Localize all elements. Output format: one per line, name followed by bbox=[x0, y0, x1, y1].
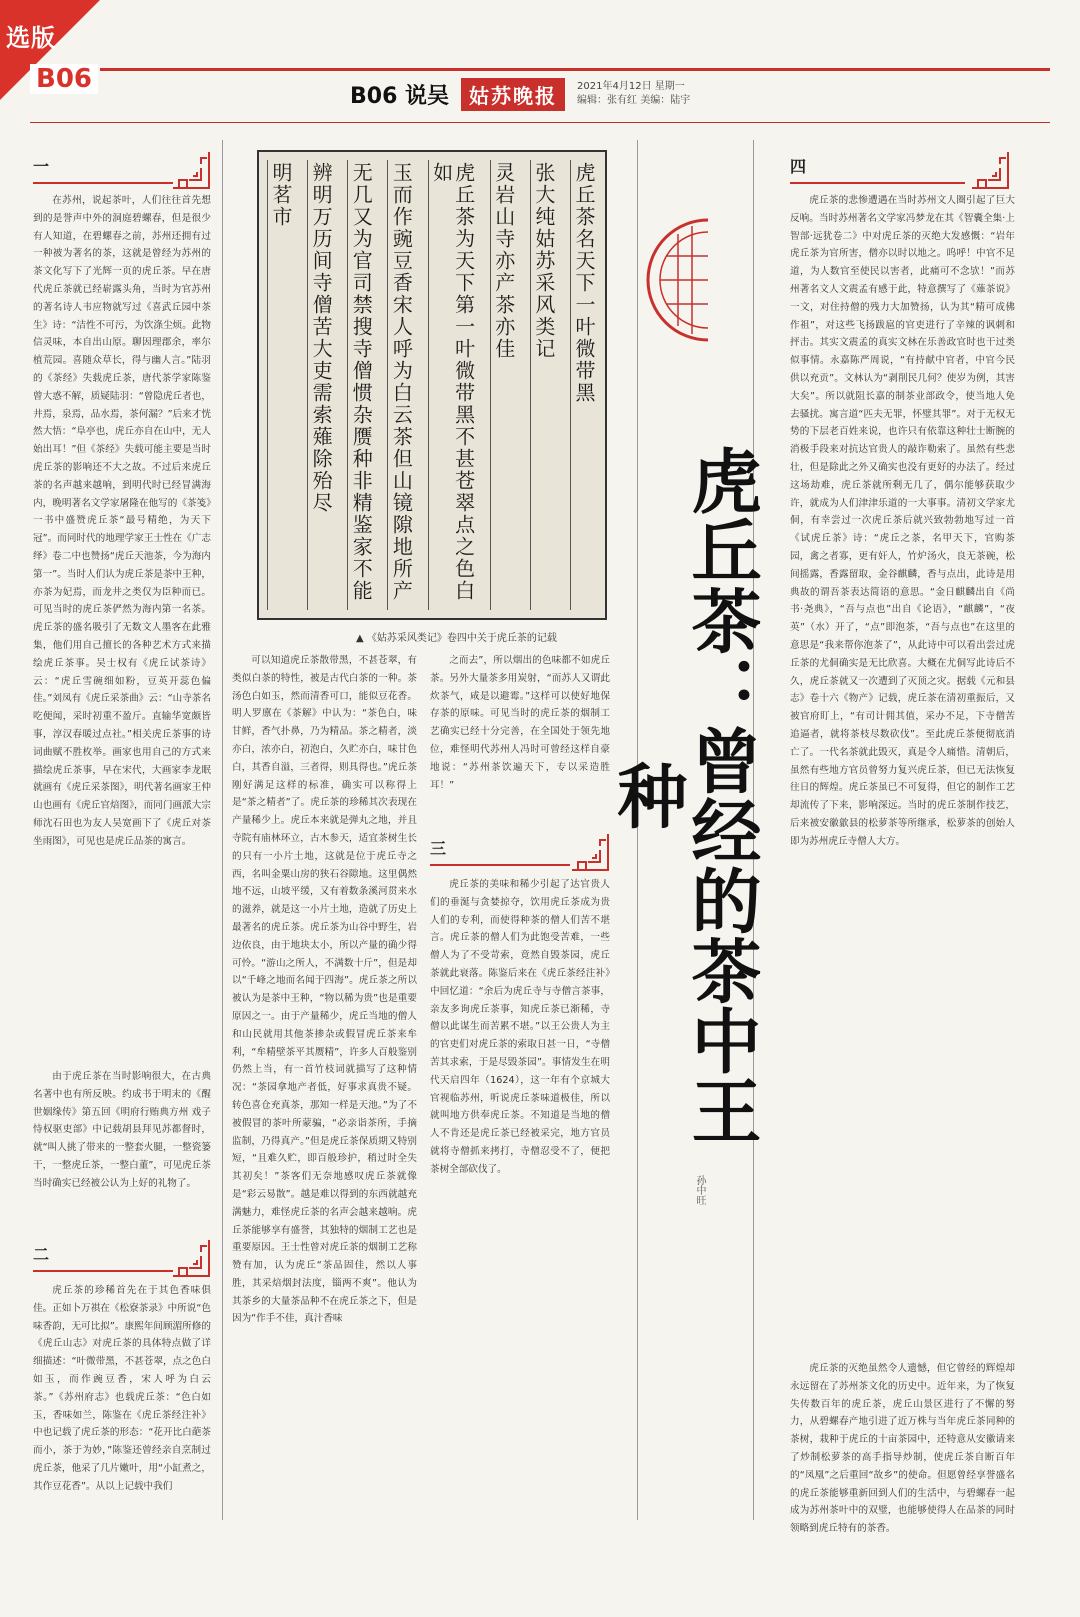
page-header bbox=[350, 74, 690, 114]
section-header-1 bbox=[33, 150, 211, 190]
badge-page-number: B06 bbox=[30, 64, 98, 94]
article-column-2 bbox=[232, 652, 417, 1537]
paper-masthead-logo: 姑苏晚报 bbox=[461, 78, 565, 111]
section-rule bbox=[33, 1270, 173, 1272]
scan-column: 玉而作豌豆香宋人呼为白云茶但山镜隙地所产 bbox=[387, 160, 414, 610]
column-divider bbox=[637, 140, 638, 1520]
fret-corner-ornament-icon bbox=[570, 832, 610, 872]
section-rule bbox=[790, 182, 965, 184]
scan-text-columns bbox=[267, 160, 597, 610]
article-column-1c bbox=[33, 1282, 211, 1532]
header-rule bbox=[30, 122, 1050, 123]
section-page-number: B06 说吴 bbox=[350, 83, 450, 109]
paragraph: 虎丘茶的悲惨遭遇在当时苏州文人圈引起了巨大反响。当时苏州著名文学家冯梦龙在其《智囊全集·上智部·远犹卷二》中对虎丘茶的灭绝大发感慨：“岩年虎丘茶为官所害，僧亦以时以地之。呜呼！中官不足道，为人数官至使民以害者，此痛可不念欤！”而苏州著名文人文震孟有感于此，特意撰写了《薙茶说》一文，对住持僧的残力大加赞扬，认为其“精可成佛作祖”，对这些飞扬跋扈的官吏进行了辛辣的讽刺和抨击。其实文震孟的真实文林在乐善政官时也干过类似事情。永嘉陈严周说，“有持献中官者，中官今民供以充贡”。文林认为“剥削民几何？使岁为例，其害大矣”。所以就阻长嘉的制茶业部政令，使当地人免去骚扰。寓言道“匹夫无罪，怀璧其罪”。对于无权无势的下层老百姓来说，也许只有依靠这种壮士断腕的消极手段来对抗达官贵人的敲诈勒索了。虽然有些悲壮，但是除此之外又确实也没有更好的办法了。经过这场劫难，虎丘茶就所剩无几了，偶尔能够获取少许，就成为人们津津乐道的一大事事。清初文学家尤侗，有幸尝过一次虎丘茶后就兴致勃勃地写过一首《试虎丘茶》诗：“虎丘之茶，名甲天下，官购茶园，禽之者寡，更有奸人，竹炉汤火，良无茶碗，松间摇露，香露留取，金谷麒麟，香与点出，此诗是用典故的谓吾茶表达简语的意思。“金日麒麟出自《尚书·尧典》，“吾与点也”出自《论语》，“麒麟”，“夜英”（水）开了，“点”即泡茶，“吾与点也”在这里的意思是“我来帮你泡茶了”，从此诗中可以看出尝过虎丘茶的尤侗确实是无比欣喜。大概在尤侗写此诗后不久，虎丘茶就又一次遭到了灭顶之灾。据载《元和县志》卷十六《物产》记载，虎丘茶在清初重振后，又被官府盯上，“有司计佣其值，采办不足，下寺僧苦追逼者，就将茶枝尽数砍伐”。至此虎丘茶便彻底消亡了。一代名茶就此毁灭，真是令人痛惜。清朝后，虽然有些地方官员曾努力复兴虎丘茶，但已无法恢复往日的辉煌。虎丘茶虽已不可复得，但它的制作工艺却流传了下来，影响深远。当时的虎丘茶制作技艺，后来被安徽歙县的松萝茶等所继承，松萝茶的创始人即为苏州虎丘寺僧人大方。 bbox=[790, 195, 1015, 847]
scan-column: 灵岩山寺亦产茶亦佳 bbox=[490, 160, 517, 610]
editor-credit: 编辑：张有红 美编：陆宇 bbox=[577, 95, 691, 106]
section-rule bbox=[430, 864, 570, 866]
section-header-2 bbox=[33, 1238, 211, 1278]
article-author: 孙中旺 bbox=[694, 1175, 705, 1205]
paragraph: 在苏州，说起茶叶，人们往往首先想到的是誉声中外的洞庭碧螺春，但是很少有人知道，在碧螺春之前，苏州还拥有过一种被为著名的茶，这就是曾经为苏州的茶文化写下了光辉一页的虎丘茶。早在唐代虎丘茶就已经崭露头角，当时为官苏州的著名诗人韦应物就写过《喜武丘园中茶生》诗：“洁性不可污，为饮涤尘烦。此物信灵味，本自出山原。聊因理郡余，率尔植荒园。喜随众草长，得与幽人言。”陆羽的《茶经》失载虎丘茶，唐代茶学家陈鉴曾大惑不解，质疑陆羽：“曾隐虎丘者也，井焉，泉焉，品水焉，茶何漏？”后来才恍然大悟：“阜亭也，虎丘亦自在山中，无人始出耳！”但《茶经》失载可能主要是当时虎丘茶的影响还不大之故。不过后来虎丘茶的名声越来越响，到明代时已经冒满海内，晚明著名文学家屠隆在他写的《茶笺》一书中盛赞虎丘茶“最号精绝，为天下冠”。而同时代的地理学家王士性在《广志绎》卷二中也赞扬“虎丘天池茶，今为海内第一”。当时人们认为虎丘茶是茶中王种，亦茶为妃焉，而龙井之类仅为臣种而已。可见当时的虎丘茶俨然为海内第一名茶。虎丘茶的盛名吸引了无数文人墨客在此雅集，他们用自己擅长的各种艺术方式来描绘虎丘茶事。吴士权有《虎丘试茶诗》云：“虎丘雪碗细如粉，豆英开蕊色偏佳。”刘凤有《虎丘采茶曲》云：“山寺茶名吃便闻，采时初重不盈斤。直输华宽颇皆事，淳汉春暖过点社。”相关虎丘茶事的诗词曲赋不胜枚举。画家也用自己的方式来描绘虎丘茶事，早在宋代，大画家李龙眠就画有《虎丘采茶图》，明代著名画家王仲山也画有《虎丘官焙图》，而同门画派大宗师沈石田也为友人吴宽画下了《虎丘对茶坐雨图》，可见也是虎丘品茶的寓言。 bbox=[33, 195, 211, 847]
caption-text: 《姑苏采风类记》卷四中关于虎丘茶的记载 bbox=[366, 633, 557, 644]
scan-column: 张大纯姑苏采风类记 bbox=[530, 160, 557, 610]
section-header-3 bbox=[430, 832, 610, 872]
scan-heading: 明茗市 bbox=[267, 160, 294, 610]
fret-corner-ornament-icon bbox=[171, 1238, 211, 1278]
article-column-4 bbox=[790, 192, 1015, 1352]
image-caption: ▲ 《姑苏采风类记》卷四中关于虎丘茶的记载 bbox=[356, 633, 557, 644]
article-column-1 bbox=[33, 192, 211, 1042]
section-number: 四 bbox=[790, 157, 807, 176]
article-headline: 虎丘茶：曾经的茶中王种 bbox=[606, 445, 763, 1145]
article-column-3a bbox=[430, 652, 610, 832]
fret-corner-ornament-icon bbox=[970, 150, 1010, 190]
top-red-rule bbox=[100, 68, 1050, 71]
article-column-1b bbox=[33, 1068, 211, 1228]
selected-edition-badge bbox=[0, 0, 100, 100]
section-number: 二 bbox=[33, 1245, 50, 1264]
historical-text-scan bbox=[257, 150, 607, 620]
scan-column: 虎丘茶名天下一叶微带黑 bbox=[570, 160, 597, 610]
issue-meta bbox=[577, 80, 690, 108]
lattice-circle-ornament-icon bbox=[642, 212, 708, 348]
section-rule bbox=[33, 182, 173, 184]
article-column-3b bbox=[430, 876, 610, 1536]
section-number: 一 bbox=[33, 157, 50, 176]
article-column-4b bbox=[790, 1360, 1015, 1540]
paragraph: 由于虎丘茶在当时影响很大，在古典名著中也有所反映。约成书于明末的《醒世姻缘传》第五回《明府行贿典方州 戏子恃权驱吏部》中记载胡县拜见苏都督时，就“叫人挑了带来的一整套火腿，一整瓷篓干，一整虎丘茶，一整白董”，可见虎丘茶当时确实已经被公认为上好的礼物了。 bbox=[33, 1071, 211, 1189]
scan-column: 辨明万历间寺僧苦大吏需索薙除殆尽 bbox=[307, 160, 334, 610]
paragraph: 虎丘茶的灭绝虽然令人遗憾，但它曾经的辉煌却永远留在了苏州茶文化的历史中。近年来，为了恢复失传数百年的虎丘茶，虎丘山景区进行了不懈的努力，从碧螺春产地引进了近万株与当年虎丘茶同种的茶树，栽种于虎丘的十亩茶园中，还特意从安徽请来了炒制松萝茶的高手指导炒制，使虎丘茶自断百年的“凤凰”之后重回“故乡”的使命。但愿曾经享誉盛名的虎丘茶能够重新回到人们的生活中，与碧螺春一起成为苏州茶叶中的双璧，也能够使得人在品茶的同时领略到虎丘特有的茶香。 bbox=[790, 1363, 1015, 1535]
paragraph: 虎丘茶的珍稀首先在于其色香味俱佳。正如卜万祺在《松寮茶录》中所说“色味香韵，无可比拟”。康熙年间顾湄所修的《虎丘山志》对虎丘茶的具体特点做了详细描述：“叶微带黑，不甚苍翠，点之色白如玉，而作豌豆香，宋人呼为白云茶。”《苏州府志》也载虎丘茶：“色白如玉，香味如兰，陈鉴在《虎丘茶经注补》中也记载了虎丘茶的形态：“花开比白葩茶而小，茶于为妙，”陈鉴还曾经亲自烹制过虎丘茶，他采了几片嫩叶，用“小缸煮之，其作豆花香”。从以上记载中我们 bbox=[33, 1285, 211, 1492]
paragraph: 可以知道虎丘茶散带黑，不甚苍翠，有类似白茶的特性，被是古代白茶的一种。茶汤色白如玉，然而清香可口，能似豆花香。明人罗廪在《茶解》中认为：“茶色白，味甘鲜，香气扑鼻，乃为精品。茶之精者，淡亦白，浓亦白，初泡白，久贮亦白，味甘色白，其香自溢，三者得，则具得也。”虎丘茶刚好满足这样的标准，确实可以称得上是“茶之精者”了。虎丘茶的珍稀其次表现在产量稀少上。虎丘本来就是弹丸之地，并且寺院有庙林环立，古木参天，适宜茶树生长的只有一小片土地，这就是位于虎丘寺之西，名叫金粟山房的狭石谷隙地。这里偶然地不远，山坡平缓，又有着数条溪河贯来水的滋养，就是这一小片土地，造就了历史上最著名的虎丘茶。虎丘茶为山谷中野生，岩边依良，由于地块太小，所以产量的确少得可怜。“游山之所人，不满数十斤”，但是却以“千峰之地而名闻于四海”。虎丘茶之所以被认为是茶中王种，“物以稀为贵”也是重要原因之一。由于产量稀少，虎丘当地的僧人和山民就用其他茶掺杂或假冒虎丘茶来牟利，“牟精壁茶平其赝精”，许多人百般鉴别仍然上当，有一首竹枝词就描写了这种情况：“茶园拿地产者低，好事求真贵不疑。转色喜仓充真茶，那知一样是天池。”为了不被假冒的茶叶所蒙骗，“必亲诣茶所，手摘监制，乃得真产。”但是虎丘茶保质期又特别短，“且难久贮，即百般珍护，稍过时全失其初矣！”茶客们无奈地感叹虎丘茶就像是“彩云易散”。越是难以得到的东西就越充满魅力，难怪虎丘茶的名声会越来越响。虎丘茶能够享有盛誉，其独特的烟制工艺也是重要原因。王士性曾对虎丘茶的烟制工艺称赞有加，认为虎丘“茶品固佳，然以人事胜，其采焙烟封法度，锱两不爽”。他认为其茶乡的大量茶品种不在虎丘茶之下，但是因为“作手不佳，真汁香味 bbox=[232, 655, 417, 1325]
issue-date: 2021年4月12日 星期一 bbox=[577, 81, 685, 92]
scan-column: 虎丘茶为天下第一叶微带黑不甚苍翠点之色白如 bbox=[428, 160, 477, 610]
column-divider bbox=[222, 140, 223, 1520]
section-number: 三 bbox=[430, 839, 447, 858]
scan-column: 无几又为官司禁搜寺僧惯杂赝种非精鉴家不能 bbox=[347, 160, 374, 610]
paragraph: 虎丘茶的美味和稀少引起了达官贵人们的垂涎与贪婪掠夺，饮用虎丘茶成为贵人们的专利，而使得种茶的僧人们苦不堪言。虎丘茶的僧人们为此饱受苦难，一些僧人为了不受苛索，竟然自毁茶园，虎丘茶就此衰落。陈鉴后来在《虎丘茶经注补》中回忆道：“余后为虎丘寺与寺僧言茶事，亲友多询虎丘茶事，知虎丘茶已渐稀，寺僧以此谋生而苦累不堪。”以王公贵人为主的官吏们对虎丘茶的索取日甚一日，“寺僧苦其求索，于是尽毁茶园”。事情发生在明代天启四年（1624），这一年有个京城大官视临苏州，听说虎丘茶味道极佳，所以就叫地方供奉虎丘茶。不知道是当地的僧人不肯还是虎丘茶已经被采完，地方官员就将寺僧抓来拷打，寺僧忍受不了，便把茶树全部砍伐了。 bbox=[430, 879, 610, 1175]
badge-label: 选版 bbox=[6, 24, 56, 52]
paragraph: 之而去”，所以烟出的色味都不如虎丘茶。另外大量茶多用炭射，“而苏人又谓此炊茶气，咸是以避霉。”这样可以使好地保存茶的原味。可见当时的虎丘茶的烟制工艺确实已经十分完善，在全国处于领先地位，难怪明代苏州人冯时可曾经这样自豪地说：“苏州茶饮遍天下，专以采造胜耳！” bbox=[430, 655, 610, 791]
fret-corner-ornament-icon bbox=[171, 150, 211, 190]
section-header-4 bbox=[790, 150, 1010, 190]
